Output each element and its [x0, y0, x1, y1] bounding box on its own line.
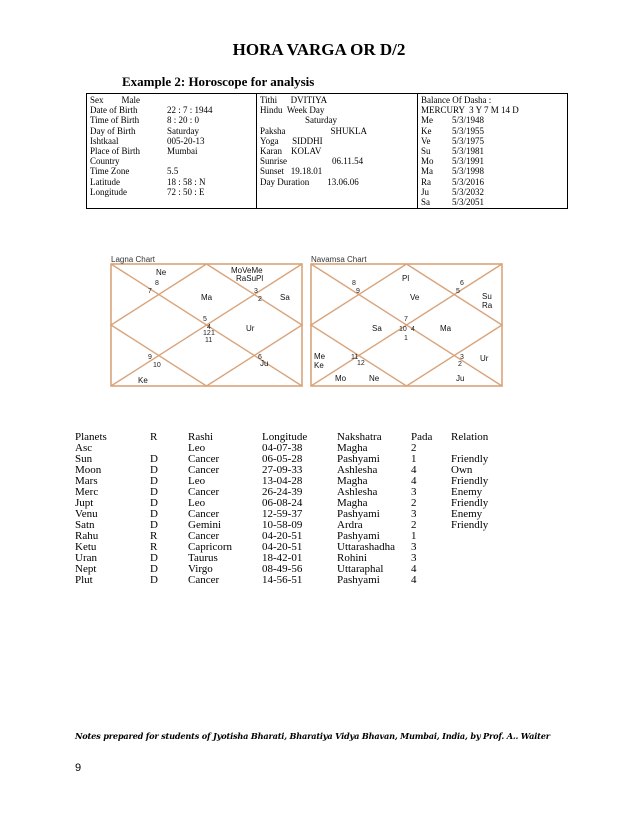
info-line [421, 197, 564, 207]
table-cell: Merc [75, 486, 99, 498]
column-header: Planets [75, 431, 107, 443]
navamsa-house-num: 4 [411, 326, 415, 333]
table-cell: Venu [75, 508, 98, 520]
table-cell: Virgo [188, 563, 213, 575]
table-cell: Pashyami [337, 508, 380, 520]
navamsa-house-num: 5 [456, 288, 460, 295]
navamsa-chart [311, 255, 502, 386]
navamsa-house-num: 3 [460, 354, 464, 361]
table-cell: Uran [75, 552, 97, 564]
lagna-house-num: 3 [254, 288, 258, 295]
info-label: Sa [421, 196, 430, 207]
table-cell: 1 [411, 453, 417, 465]
navamsa-house-num: 1 [404, 335, 408, 342]
table-cell: Pashyami [337, 530, 380, 542]
table-cell: Capricorn [188, 541, 232, 553]
lagna-house-num: 10 [153, 362, 161, 369]
info-value: 5/3/1998 [452, 166, 485, 177]
info-label: Me [421, 115, 433, 126]
info-line [90, 126, 253, 136]
lagna-planet: MoVeMe [231, 266, 263, 275]
info-label: Date of Birth [90, 105, 138, 116]
info-line [260, 166, 414, 176]
lagna-house-num: 7 [148, 288, 152, 295]
info-label: Time Zone [90, 166, 130, 177]
navamsa-planet: Ke [314, 361, 324, 370]
birth-details-table [86, 93, 568, 209]
info-line [421, 146, 564, 156]
table-cell: Cancer [188, 486, 220, 498]
info-value: 5/3/1948 [452, 115, 485, 126]
dasha-cell [418, 94, 568, 209]
info-label: Day Duration 13.06.06 [260, 176, 359, 187]
table-cell: Cancer [188, 453, 220, 465]
table-cell: 4 [411, 563, 417, 575]
table-cell: 12-59-37 [262, 508, 303, 520]
navamsa-planet: Su [482, 292, 492, 301]
info-line [260, 115, 414, 125]
info-line [421, 95, 564, 105]
info-line [260, 95, 414, 105]
info-line [421, 156, 564, 166]
info-label: Sunrise 06.11.54 [260, 156, 364, 167]
info-value: 5/3/1981 [452, 145, 485, 156]
table-cell: Magha [337, 475, 368, 487]
table-cell: Leo [188, 442, 206, 454]
table-cell: D [150, 519, 158, 531]
info-line [90, 95, 253, 105]
info-value: 5.5 [167, 166, 179, 177]
info-value: 5/3/1955 [452, 125, 485, 136]
table-cell: 08-49-56 [262, 563, 303, 575]
lagna-house-num: 6 [258, 354, 262, 361]
info-line [421, 126, 564, 136]
table-cell: D [150, 508, 158, 520]
table-cell: Pashyami [337, 574, 380, 586]
info-label: Tithi DVITIYA [260, 95, 328, 105]
info-line [90, 115, 253, 125]
table-cell: Asc [75, 442, 93, 454]
table-cell: Own [451, 464, 473, 476]
lagna-house-num: 1 [211, 330, 215, 337]
info-line [90, 166, 253, 176]
table-cell: Nept [75, 563, 97, 575]
column-header: R [150, 431, 158, 443]
info-line [260, 156, 414, 166]
info-label: Longitude [90, 186, 127, 197]
table-cell: 06-05-28 [262, 453, 303, 465]
table-cell: 04-20-51 [262, 541, 303, 553]
table-cell: 14-56-51 [262, 574, 303, 586]
table-cell: Magha [337, 442, 368, 454]
table-cell: D [150, 574, 158, 586]
table-cell: Moon [75, 464, 102, 476]
info-label: Country [90, 156, 120, 167]
table-cell: 2 [411, 519, 417, 531]
navamsa-planet: Me [314, 352, 326, 361]
table-cell: Uttarashadha [337, 541, 396, 553]
lagna-planet: Ke [138, 376, 148, 385]
info-label: Latitude [90, 176, 120, 187]
charts-panel [108, 255, 528, 395]
info-line [90, 136, 253, 146]
navamsa-house-num: 12 [357, 360, 365, 367]
info-label: Sex Male [90, 95, 140, 105]
info-label: Hindu Week Day [260, 105, 325, 116]
navamsa-planet: Ve [410, 293, 420, 302]
table-cell: 1 [411, 530, 417, 542]
lagna-planet: RaSuPl [236, 274, 264, 283]
table-cell: 3 [411, 552, 417, 564]
page-title: HORA VARGA OR D/2 [232, 40, 406, 59]
table-cell: Cancer [188, 530, 220, 542]
info-value: 5/3/2051 [452, 196, 485, 207]
table-cell: D [150, 464, 158, 476]
table-cell: Friendly [451, 519, 489, 531]
table-cell: Sun [75, 453, 93, 465]
info-label: Day of Birth [90, 125, 136, 136]
info-line [90, 146, 253, 156]
info-value: 72 : 50 : E [167, 186, 205, 197]
table-cell: Cancer [188, 508, 220, 520]
table-cell: Ashlesha [337, 486, 378, 498]
column-header: Relation [451, 431, 489, 443]
info-line [260, 177, 414, 187]
info-label: Paksha SHUKLA [260, 125, 367, 136]
table-cell: Uttaraphal [337, 563, 384, 575]
lagna-planet: Ma [201, 293, 213, 302]
table-cell: Enemy [451, 486, 483, 498]
table-cell: Jupt [75, 497, 94, 509]
table-cell: Friendly [451, 475, 489, 487]
table-cell: Rohini [337, 552, 367, 564]
info-label: Ishtkaal [90, 135, 119, 146]
example-subtitle: Example 2: Horoscope for analysis [122, 74, 315, 89]
info-value: Saturday [167, 125, 199, 136]
info-line [90, 177, 253, 187]
table-cell: Leo [188, 497, 206, 509]
navamsa-planet: Sa [372, 324, 382, 333]
table-cell: Enemy [451, 508, 483, 520]
navamsa-house-num: 8 [352, 280, 356, 287]
info-label: Karan KOLAV [260, 145, 322, 156]
table-cell: Ketu [75, 541, 97, 553]
page-number: 9 [75, 762, 82, 774]
info-line [421, 166, 564, 176]
navamsa-house-num: 7 [404, 316, 408, 323]
table-cell: Cancer [188, 464, 220, 476]
panchang-list [260, 95, 414, 187]
lagna-planet: Sa [280, 293, 290, 302]
info-line [421, 177, 564, 187]
navamsa-planet: Ma [440, 324, 452, 333]
lagna-house-num: 5 [203, 316, 207, 323]
info-label: Mo [421, 156, 434, 167]
table-cell: Ashlesha [337, 464, 378, 476]
table-cell: Satn [75, 519, 95, 531]
table-cell: 04-07-38 [262, 442, 303, 454]
table-cell: 18-42-01 [262, 552, 303, 564]
table-cell: Leo [188, 475, 206, 487]
table-cell: 3 [411, 508, 417, 520]
table-cell: Taurus [188, 552, 218, 564]
info-label: Yoga SIDDHI [260, 135, 323, 146]
table-cell: 27-09-33 [262, 464, 303, 476]
column-header: Pada [411, 431, 433, 443]
info-label: Ke [421, 125, 432, 136]
info-line [260, 105, 414, 115]
table-cell: Magha [337, 497, 368, 509]
navamsa-house-num: 9 [356, 288, 360, 295]
table-cell: R [150, 530, 158, 542]
birth-details-cell [87, 94, 257, 209]
table-cell: 06-08-24 [262, 497, 303, 509]
table-cell: D [150, 475, 158, 487]
table-cell: Pashyami [337, 453, 380, 465]
column-header: Rashi [188, 431, 214, 443]
info-label: Ve [421, 135, 431, 146]
table-cell: D [150, 497, 158, 509]
info-line [260, 136, 414, 146]
dasha-list [421, 95, 564, 207]
info-line [260, 146, 414, 156]
lagna-house-num: 8 [155, 280, 159, 287]
table-cell: 04-20-51 [262, 530, 303, 542]
info-value: 005-20-13 [167, 135, 205, 146]
info-label: Ma [421, 166, 433, 177]
table-cell: D [150, 486, 158, 498]
column-header: Nakshatra [337, 431, 382, 443]
table-cell: D [150, 563, 158, 575]
info-label: Place of Birth [90, 145, 140, 156]
info-value: 5/3/2032 [452, 186, 485, 197]
info-line [421, 105, 564, 115]
navamsa-house-num: 2 [458, 361, 462, 368]
lagna-chart-title: Lagna Chart [111, 255, 156, 264]
info-value: 18 : 58 : N [167, 176, 206, 187]
info-label: Time of Birth [90, 115, 140, 126]
info-value: 5/3/2016 [452, 176, 485, 187]
navamsa-house-num: 11 [351, 354, 359, 361]
info-line [421, 187, 564, 197]
lagna-house-num: 12 [203, 330, 211, 337]
navamsa-chart-title: Navamsa Chart [311, 255, 367, 264]
lagna-house-num: 11 [205, 337, 213, 344]
info-label: Ju [421, 186, 430, 197]
table-cell: 26-24-39 [262, 486, 303, 498]
table-cell: 3 [411, 541, 417, 553]
panchang-cell [257, 94, 418, 209]
lagna-house-num: 4 [207, 324, 211, 331]
info-line [90, 156, 253, 166]
column-header: Longitude [262, 431, 308, 443]
table-cell: Ardra [337, 519, 363, 531]
info-line [260, 126, 414, 136]
navamsa-house-num: 6 [460, 280, 464, 287]
table-cell: 10-58-09 [262, 519, 303, 531]
lagna-planet: Ju [260, 359, 269, 368]
info-line [90, 105, 253, 115]
table-cell: 4 [411, 574, 417, 586]
lagna-house-num: 9 [148, 354, 152, 361]
navamsa-planet: Ra [482, 301, 493, 310]
info-label: MERCURY 3 Y 7 M 14 D [421, 105, 519, 116]
info-value: 5/3/1975 [452, 135, 485, 146]
table-cell: 13-04-28 [262, 475, 303, 487]
table-cell: Friendly [451, 453, 489, 465]
navamsa-planet: Mo [335, 374, 347, 383]
lagna-planet: Ur [246, 324, 255, 333]
info-line [421, 136, 564, 146]
info-label: Saturday [260, 115, 337, 126]
lagna-chart [111, 255, 302, 386]
table-cell: Plut [75, 574, 93, 586]
info-line [421, 115, 564, 125]
navamsa-house-num: 10 [399, 326, 407, 333]
birth-details-list [90, 95, 253, 197]
table-cell: 3 [411, 486, 417, 498]
navamsa-planet: Ne [369, 374, 380, 383]
table-cell: D [150, 552, 158, 564]
table-cell: Mars [75, 475, 98, 487]
info-value: 8 : 20 : 0 [167, 115, 200, 126]
navamsa-planet: Ju [456, 374, 465, 383]
info-value: 22 : 7 : 1944 [167, 105, 213, 116]
table-cell: Rahu [75, 530, 99, 542]
table-cell: Gemini [188, 519, 221, 531]
info-value: 5/3/1991 [452, 156, 485, 167]
table-cell: 4 [411, 464, 417, 476]
table-cell: 2 [411, 442, 417, 454]
table-cell: Friendly [451, 497, 489, 509]
lagna-house-num: 2 [258, 296, 262, 303]
table-cell: R [150, 541, 158, 553]
table-cell: 2 [411, 497, 417, 509]
lagna-planet: Ne [156, 268, 167, 277]
info-line [90, 187, 253, 197]
navamsa-planet: Pl [402, 274, 410, 283]
table-cell: D [150, 453, 158, 465]
info-label: Sunset 19.18.01 [260, 166, 323, 177]
table-cell: Cancer [188, 574, 220, 586]
navamsa-planet: Ur [480, 354, 489, 363]
info-label: Ra [421, 176, 431, 187]
info-label: Balance Of Dasha : [421, 95, 492, 105]
info-value: Mumbai [167, 145, 198, 156]
footer-note: Notes prepared for students of Jyotisha Bharati, Bharatiya Vidya Bhavan, Mumbai, India, by Prof. A.. Waiter [75, 731, 550, 741]
table-cell: 4 [411, 475, 417, 487]
info-label: Su [421, 145, 431, 156]
